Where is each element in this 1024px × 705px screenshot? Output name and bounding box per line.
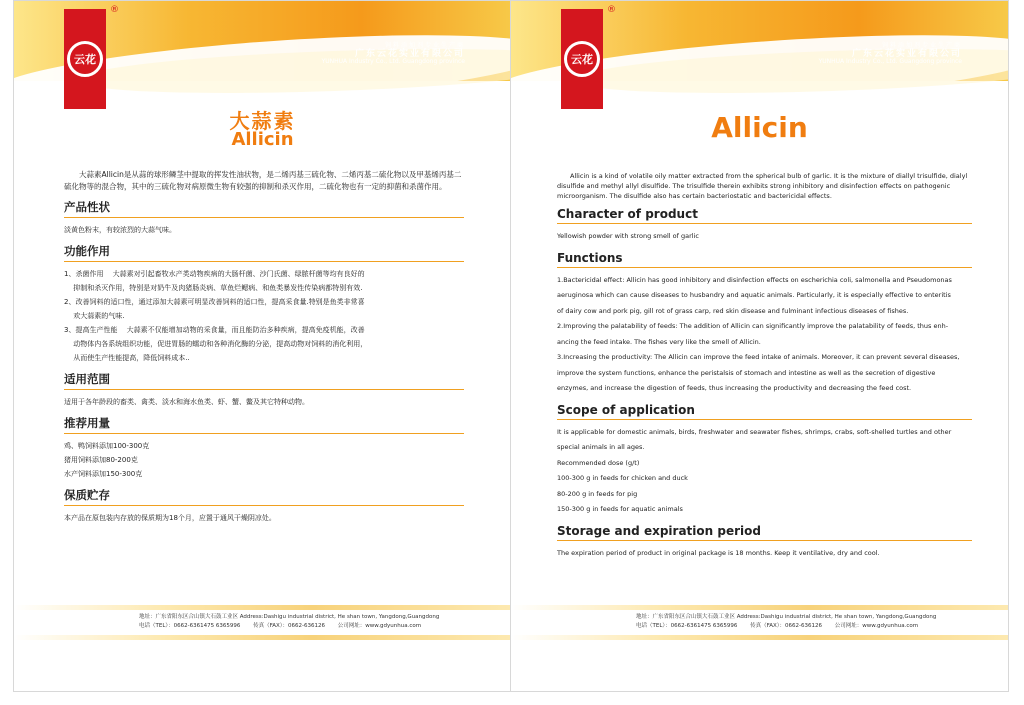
company-tagline: 饲料添加剂专业生产商 bbox=[881, 42, 962, 49]
company-name-cn: 广东云花实业有限公司 bbox=[354, 48, 465, 59]
section-line: 鸡、鸭饲料添加100-300克 bbox=[64, 442, 150, 450]
section-line: 适用于各年龄段的畜类、禽类、淡水和海水鱼类、虾、蟹、鳖及其它特种动物。 bbox=[64, 398, 309, 406]
section-title: 功能作用 bbox=[64, 243, 464, 262]
section-line: of dairy cow and pork pig, gill rot of grass carp, red skin disease and fulminant infectious diseases of fishes. bbox=[557, 306, 909, 315]
section-3 bbox=[64, 415, 464, 481]
section-line: 从而使生产性能提高，降低饲料成本.. bbox=[64, 354, 190, 362]
section-line: 80-200 g in feeds for pig bbox=[557, 489, 638, 498]
logo-text: 云花 bbox=[564, 41, 600, 77]
registered-mark: ® bbox=[110, 5, 119, 15]
product-title-en: Allicin bbox=[711, 111, 808, 144]
company-name-en: YUNHUA Industry Co., Ltd. Guangdong province bbox=[818, 58, 962, 66]
section-line: 欢大蒜素的气味. bbox=[64, 312, 125, 320]
company-name-en: YUNHUA Industry Co., Ltd. Guangdong province bbox=[321, 58, 465, 66]
intro-paragraph: 大蒜素Allicin是从蒜的球形鳞茎中提取的挥发性油状物，是二烯丙基三硫化物、二烯丙基二硫化物以及甲基烯丙基二硫化物等的混合物，其中的三硫化物对病原微生物有较强的抑制和杀灭作用，二硫化物也有一定的抑菌和杀菌作用。 bbox=[64, 170, 462, 191]
section-line: ancing the feed intake. The fishes very like the smell of Allicin. bbox=[557, 337, 761, 346]
content-cn bbox=[64, 169, 464, 525]
product-title-en: Allicin bbox=[231, 129, 294, 150]
section-0 bbox=[557, 207, 972, 245]
section-line: 淡黄色粉末，有较浓烈的大蒜气味。 bbox=[64, 226, 176, 234]
company-tagline: 饲料添加剂专业生产商 bbox=[384, 42, 465, 49]
footer-address: 地址：广东省阳东区合山镇大石鼓工业区 Address:Dashigu industrial district, He shan town, Yangdong,Guangdong bbox=[636, 614, 937, 620]
section-line: 3、提高生产性能 大蒜素不仅能增加动物的采食量，而且能防治多种疾病，提高免疫机能，改善 bbox=[64, 326, 365, 334]
footer-phone: 电话（TEL）：0662-6361475 6365996 传真（FAX）：0662-636126 公司网址：www.gdyunhua.com bbox=[636, 623, 919, 629]
section-title: 产品性状 bbox=[64, 199, 464, 218]
section-title: Functions bbox=[557, 251, 972, 268]
section-line: The expiration period of product in original package is 18 months. Keep it ventilative, dry and cool. bbox=[557, 548, 880, 557]
section-1 bbox=[557, 251, 972, 397]
section-line: 2、改善饲料的适口性，通过添加大蒜素可明显改善饲料的适口性，提高采食量.特别是鱼类非常喜 bbox=[64, 298, 365, 306]
section-3 bbox=[557, 524, 972, 562]
section-line: 3.Increasing the productivity: The Allicin can improve the feed intake of animals. Moreover, it can prevent several diseases, bbox=[557, 353, 960, 361]
footer-contact bbox=[139, 613, 484, 631]
section-line: 150-300 g in feeds for aquatic animals bbox=[557, 505, 683, 513]
section-line: aeruginosa which can cause diseases to husbandry and aquatic animals. Particularly, it is especially effective to enteritis bbox=[557, 291, 951, 299]
section-title: 推荐用量 bbox=[64, 415, 464, 434]
section-title: Character of product bbox=[557, 207, 972, 224]
logo-text: 云花 bbox=[67, 41, 103, 77]
section-line: enzymes, and increase the digestion of feeds, thus increasing the productivity and decreasing the feed cost. bbox=[557, 384, 912, 392]
page-english bbox=[510, 0, 1009, 692]
footer-contact bbox=[636, 613, 981, 631]
section-line: 抑制和杀灭作用，特别是对奶牛及肉猪肠炎病、草鱼烂鳃病、和鱼类暴发性传染病都特别有效. bbox=[64, 284, 363, 292]
content-en bbox=[557, 171, 972, 561]
section-line: 水产饲料添加150-300克 bbox=[64, 470, 143, 478]
section-line: improve the system functions, enhance the peristalsis of stomach and intestine as well as the secretion of digestive bbox=[557, 368, 936, 377]
brand-logo bbox=[64, 9, 106, 109]
section-line: special animals in all ages. bbox=[557, 443, 645, 451]
section-line: 1、杀菌作用 大蒜素对引起畜牧水产类动物疾病的大肠杆菌、沙门氏菌、绿脓杆菌等均有良好的 bbox=[64, 270, 365, 278]
product-title-cn: 大蒜素 bbox=[229, 109, 296, 133]
company-block bbox=[819, 43, 962, 66]
section-title: Scope of application bbox=[557, 403, 972, 420]
brand-logo bbox=[561, 9, 603, 109]
section-line: 2.Improving the palatability of feeds: The addition of Allicin can significantly improve the palatability of feeds, thus enh- bbox=[557, 322, 949, 330]
section-line: 本产品在原包装内存放的保质期为18个月，应置于通风干燥阴凉处。 bbox=[64, 514, 276, 522]
section-line: Recommended dose (g/t) bbox=[557, 458, 640, 467]
footer-address: 地址：广东省阳东区合山镇大石鼓工业区 Address:Dashigu industrial district, He shan town, Yangdong,Guangdong bbox=[139, 614, 440, 620]
section-1 bbox=[64, 243, 464, 365]
section-line: It is applicable for domestic animals, birds, freshwater and seawater fishes, shrimps, crabs, soft-shelled turtles and other bbox=[557, 427, 952, 436]
section-line: 猪用饲料添加80-200克 bbox=[64, 456, 138, 464]
registered-mark: ® bbox=[607, 5, 616, 15]
page-chinese bbox=[13, 0, 512, 692]
section-title: 适用范围 bbox=[64, 371, 464, 390]
section-title: Storage and expiration period bbox=[557, 524, 972, 541]
intro-paragraph: Allicin is a kind of volatile oily matter extracted from the spherical bulb of garlic. It is the mixture of diallyl trisulfide, dialyl disulfide and methyl allyl disulfide. The trisulfide therein exhibits strong inhibitory and disinfection effects on pathogenic microorganism. The disulfide also has certain bacteriostatic and bactericidal effects. bbox=[557, 172, 968, 200]
company-block bbox=[322, 43, 465, 66]
section-line: 1.Bactericidal effect: Allicin has good inhibitory and disinfection effects on escherichia coli, salmonella and Pseudomonas bbox=[557, 275, 952, 284]
section-line: Yellowish powder with strong smell of garlic bbox=[557, 232, 699, 240]
company-name-cn: 广东云花实业有限公司 bbox=[851, 48, 962, 59]
footer-phone: 电话（TEL）：0662-6361475 6365996 传真（FAX）：0662-636126 公司网址：www.gdyunhua.com bbox=[139, 623, 422, 629]
section-0 bbox=[64, 199, 464, 237]
section-2 bbox=[64, 371, 464, 409]
section-title: 保质贮存 bbox=[64, 487, 464, 506]
section-line: 动物体内各系统组织功能，促进胃肠的蠕动和各种消化酶的分泌，提高动物对饲料的消化利用， bbox=[64, 340, 368, 348]
section-2 bbox=[557, 403, 972, 518]
section-line: 100-300 g in feeds for chicken and duck bbox=[557, 474, 688, 482]
section-4 bbox=[64, 487, 464, 525]
